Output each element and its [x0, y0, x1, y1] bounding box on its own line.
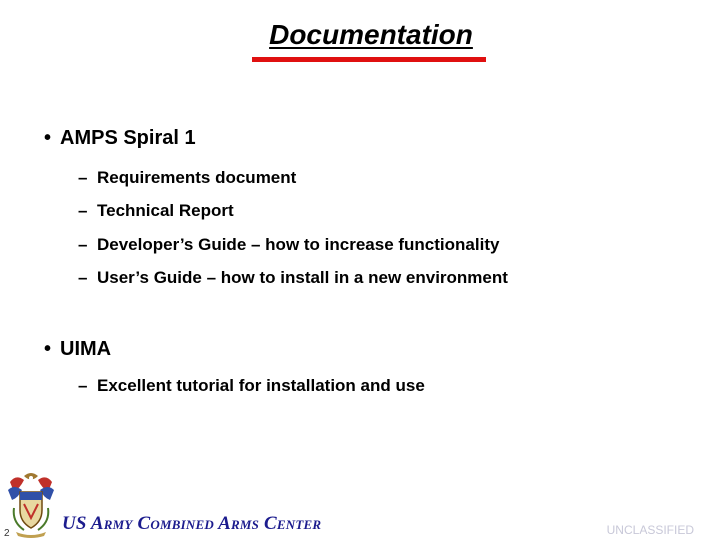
bullet-uima [44, 338, 111, 361]
sub-item-text: Excellent tutorial for installation and use [97, 376, 425, 395]
dash-glyph: – [78, 268, 88, 287]
sub-item [78, 376, 425, 396]
sub-item [78, 201, 234, 221]
bullet-glyph: • [44, 338, 52, 360]
army-crest-icon [4, 470, 58, 540]
page-title: Documentation [269, 19, 473, 50]
dash-glyph: – [78, 376, 88, 395]
page-number: 2 [4, 528, 10, 539]
bullet-heading: UIMA [60, 338, 112, 360]
sub-item-text: Developer’s Guide – how to increase functionality [97, 235, 500, 254]
sub-item [78, 268, 508, 288]
bullet-heading: AMPS Spiral 1 [60, 127, 196, 149]
organization-name: US Army Combined Arms Center [62, 513, 322, 534]
dash-glyph: – [78, 168, 88, 187]
sub-item-text: Technical Report [97, 201, 234, 220]
sub-item [78, 168, 296, 188]
dash-glyph: – [78, 235, 88, 254]
bullet-glyph: • [44, 127, 52, 149]
sub-item-text: Requirements document [97, 168, 297, 187]
sub-item [78, 235, 499, 255]
classification-label: UNCLASSIFIED [606, 523, 694, 537]
dash-glyph: – [78, 201, 88, 220]
bullet-amps-spiral-1 [44, 127, 196, 150]
sub-item-text: User’s Guide – how to install in a new environment [97, 268, 508, 287]
title-underline-rule [252, 57, 486, 62]
